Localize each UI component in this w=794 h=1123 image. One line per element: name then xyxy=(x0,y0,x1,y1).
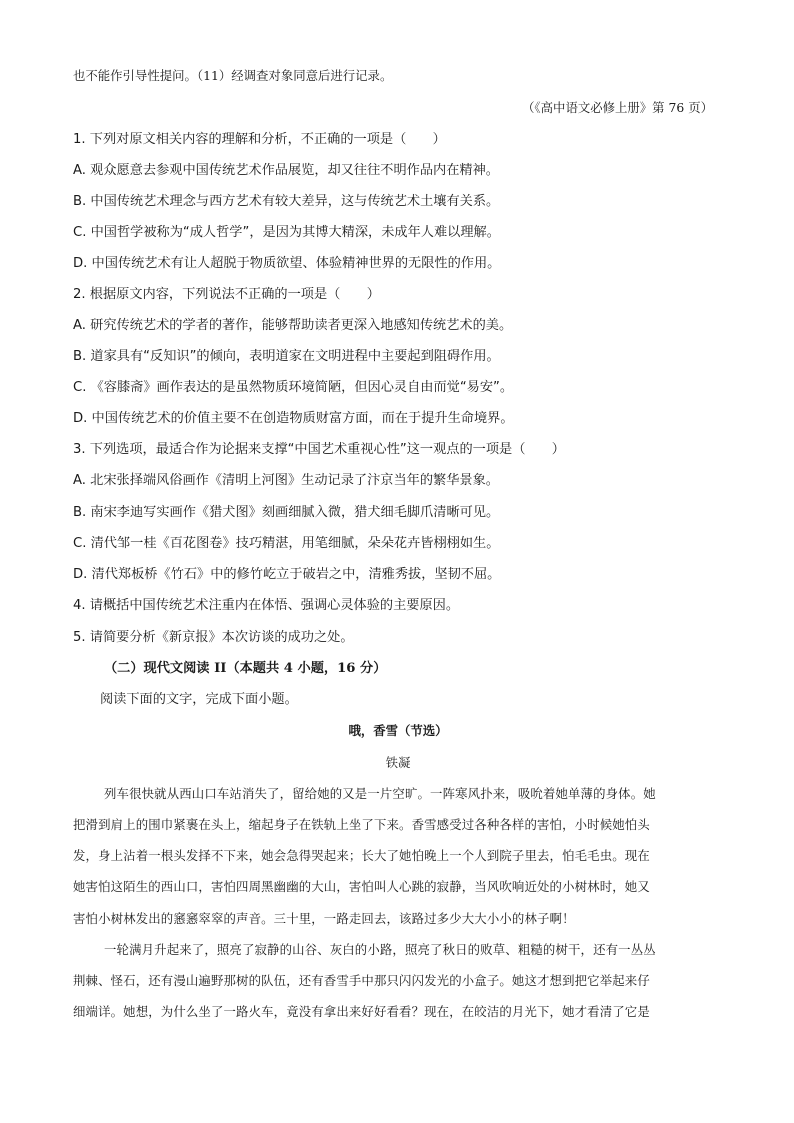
carryover-text: 也不能作引导性提问。（11）经调查对象同意后进行记录。 xyxy=(73,68,393,83)
passage-line: 列车很快就从西山口车站消失了，留给她的又是一片空旷。一阵寒风扑来，吸吮着她单薄的身体。她 xyxy=(104,786,656,801)
question-4-stem: 4. 请概括中国传统艺术注重内在体悟、强调心灵体验的主要原因。 xyxy=(73,598,460,613)
question-2-option-d: D. 中国传统艺术的价值主要不在创造物质财富方面，而在于提升生命境界。 xyxy=(73,411,514,426)
question-5-stem: 5. 请简要分析《新京报》本次访谈的成功之处。 xyxy=(73,630,354,645)
question-1-option-a: A. 观众愿意去参观中国传统艺术作品展览，却又往往不明作品内在精神。 xyxy=(73,163,499,178)
passage-line: 害怕小树林发出的窸窸窣窣的声音。三十里，一路走回去，该路过多少大大小小的林子啊！ xyxy=(73,911,575,926)
source-citation: （《高中语文必修上册》第 76 页） xyxy=(522,100,713,115)
passage-line: 荆棘、怪石，还有漫山遍野那树的队伍，还有香雪手中那只闪闪发光的小盒子。她这才想到把它举起来仔 xyxy=(73,973,650,988)
question-1-option-d: D. 中国传统艺术有让人超脱于物质欲望、体验精神世界的无限性的作用。 xyxy=(73,256,501,271)
question-2-option-b: B. 道家具有“反知识”的倾向，表明道家在文明进程中主要起到阻碍作用。 xyxy=(73,349,500,364)
question-3-stem: 3. 下列选项，最适合作为论据来支撑“中国艺术重视心性”这一观点的一项是（ ） xyxy=(73,442,565,457)
question-2-option-c: C. 《容膝斋》画作表达的是虽然物质环境简陋，但因心灵自由而觉“易安”。 xyxy=(73,380,514,395)
question-2-option-a: A. 研究传统艺术的学者的著作，能够帮助读者更深入地感知传统艺术的美。 xyxy=(73,318,513,333)
passage-line: 细端详。她想，为什么坐了一路火车，竟没有拿出来好好看看？现在，在皎洁的月光下，她才看清了它是 xyxy=(73,1004,650,1019)
passage-line: 发，身上沾着一根头发择不下来，她会急得哭起来；长大了她怕晚上一个人到院子里去，怕毛毛虫。现在 xyxy=(73,848,650,863)
question-3-option-c: C. 清代邹一桂《百花图卷》技巧精湛，用笔细腻，朵朵花卉皆栩栩如生。 xyxy=(73,536,500,551)
passage-line: 她害怕这陌生的西山口，害怕四周黑幽幽的大山，害怕叫人心跳的寂静，当风吹响近处的小树林时，她又 xyxy=(73,879,650,894)
question-3-option-d: D. 清代郑板桥《竹石》中的修竹屹立于破岩之中，清雅秀拔，坚韧不屈。 xyxy=(73,567,501,582)
question-1-option-b: B. 中国传统艺术理念与西方艺术有较大差异，这与传统艺术土壤有关系。 xyxy=(73,194,500,209)
question-3-option-a: A. 北宋张择端风俗画作《清明上河图》生动记录了汴京当年的繁华景象。 xyxy=(73,473,499,488)
passage-author: 铁凝 xyxy=(385,755,411,770)
passage-line: 一轮满月升起来了，照亮了寂静的山谷、灰白的小路，照亮了秋日的败草、粗糙的树干，还有一丛丛 xyxy=(104,942,656,957)
section-instruction: 阅读下面的文字，完成下面小题。 xyxy=(100,692,298,707)
question-3-option-b: B. 南宋李迪写实画作《猎犬图》刻画细腻入微，猎犬细毛脚爪清晰可见。 xyxy=(73,505,500,520)
question-2-stem: 2. 根据原文内容，下列说法不正确的一项是（ ） xyxy=(73,287,380,302)
section-heading: （二）现代文阅读 II（本题共 4 小题，16 分） xyxy=(104,661,387,676)
passage-title: 哦，香雪（节选） xyxy=(348,723,448,738)
question-1-option-c: C. 中国哲学被称为“成人哲学”，是因为其博大精深，未成年人难以理解。 xyxy=(73,225,500,240)
question-1-stem: 1. 下列对原文相关内容的理解和分析，不正确的一项是（ ） xyxy=(73,132,446,147)
passage-line: 把滑到肩上的围巾紧裹在头上，缩起身子在铁轨上坐了下来。香雪感受过各种各样的害怕，小时候她怕头 xyxy=(73,817,650,832)
